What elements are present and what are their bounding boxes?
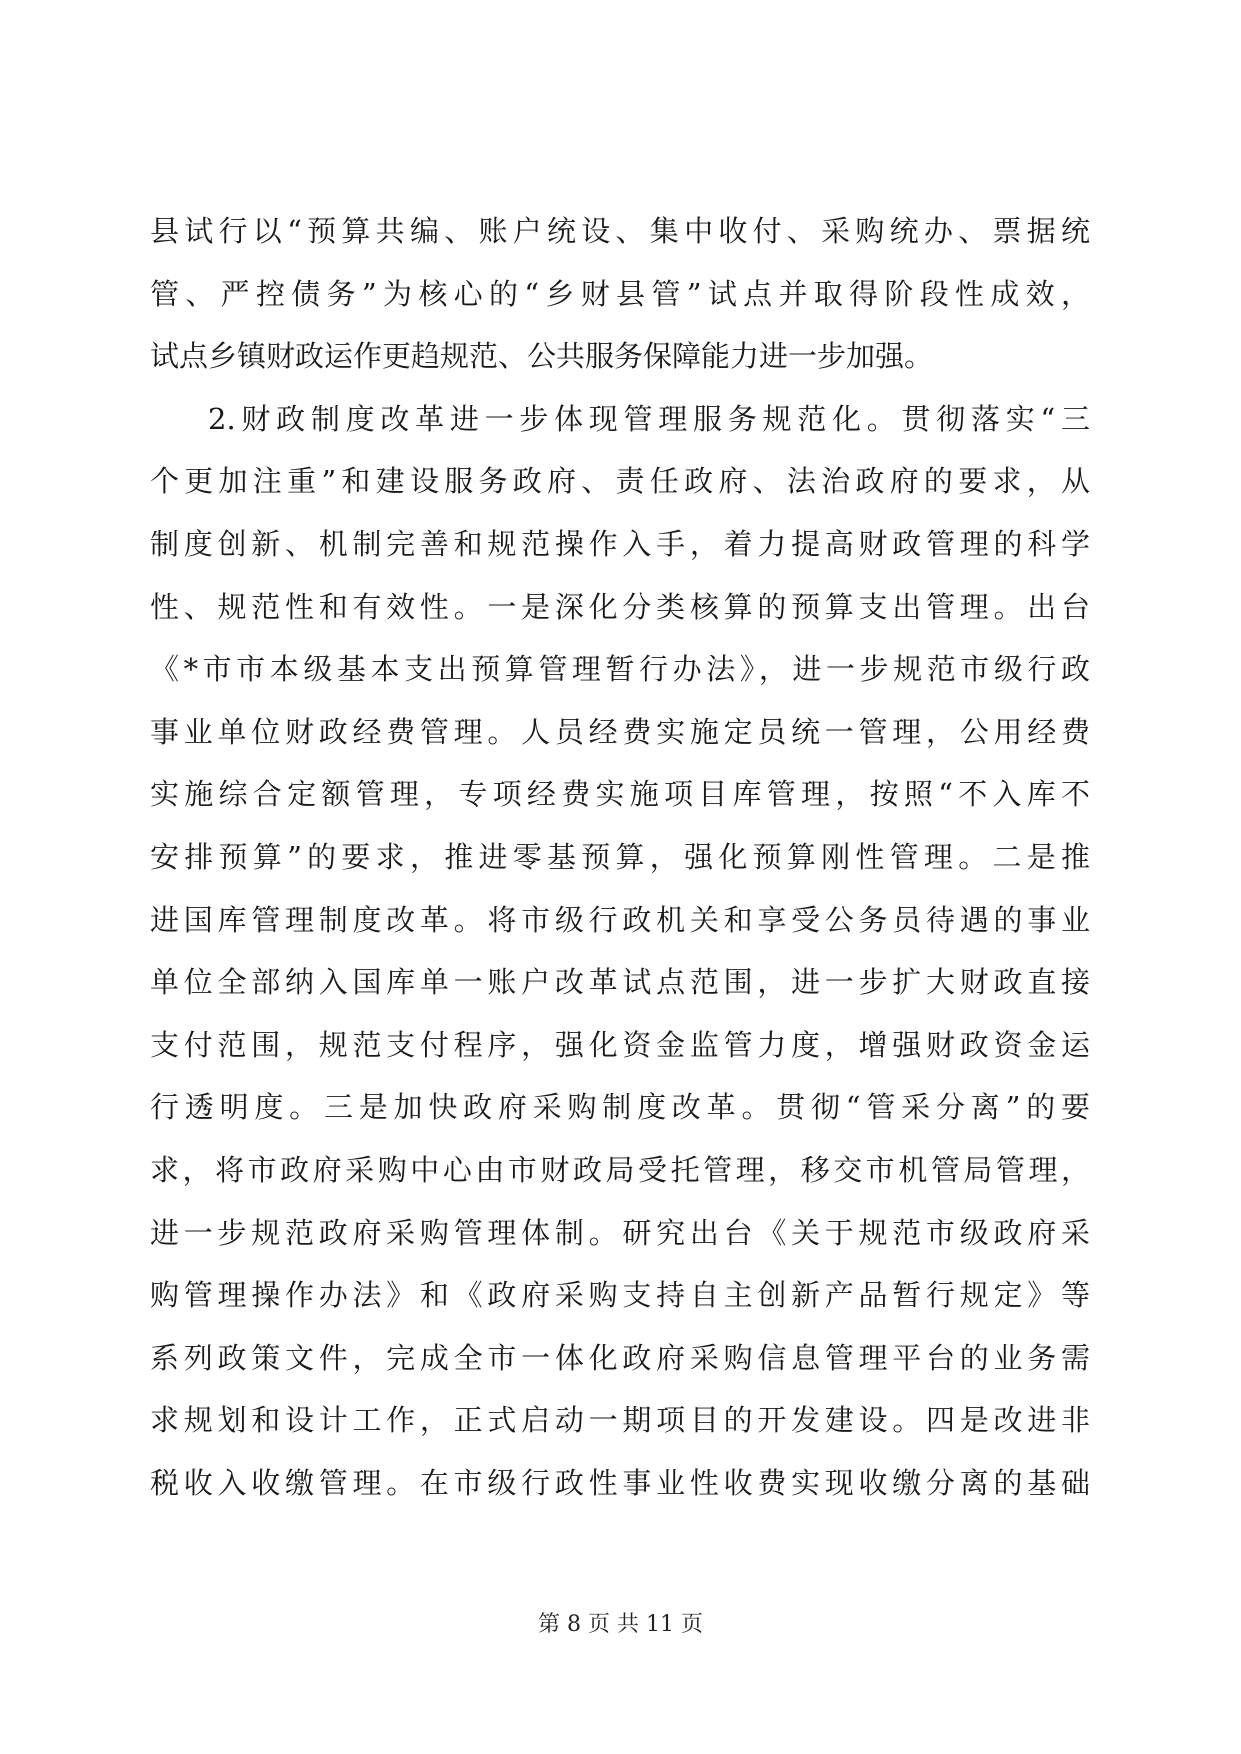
text-line: 《*市市本级基本支出预算管理暂行办法》，进一步规范市级行政 [150,652,1090,687]
text-line: 求规划和设计工作，正式启动一期项目的开发建设。四是改进非 [150,1403,1090,1438]
text-line: 县试行以“预算共编、账户统设、集中收付、采购统办、票据统 [150,214,1090,248]
text-line: 支付范围，规范支付程序，强化资金监管力度，增强财政资金运 [150,1027,1090,1062]
text-line: 求，将市政府采购中心由市财政局受托管理，移交市机管局管理， [150,1152,1090,1187]
page-number: 第 8 页 共 11 页 [538,1612,703,1637]
text-line: 管、严控债务”为核心的“乡财县管”试点并取得阶段性成效， [150,276,1090,311]
page-footer [0,1610,1241,1640]
text-line: 制度创新、机制完善和规范操作入手，着力提高财政管理的科学 [150,526,1090,561]
text-line: 个更加注重”和建设服务政府、责任政府、法治政府的要求，从 [150,464,1090,499]
body-text [150,200,1090,1514]
text-line: 系列政策文件，完成全市一体化政府采购信息管理平台的业务需 [150,1340,1090,1375]
text-line: 2.财政制度改革进一步体现管理服务规范化。贯彻落实“三 [208,401,1090,436]
text-line: 行透明度。三是加快政府采购制度改革。贯彻“管采分离”的要 [150,1090,1090,1125]
text-line: 进国库管理制度改革。将市级行政机关和享受公务员待遇的事业 [150,902,1090,937]
text-line: 实施综合定额管理，专项经费实施项目库管理，按照“不入库不 [150,777,1090,812]
text-line: 性、规范性和有效性。一是深化分类核算的预算支出管理。出台 [150,589,1090,624]
text-line: 事业单位财政经费管理。人员经费实施定员统一管理，公用经费 [150,714,1090,749]
text-line: 单位全部纳入国库单一账户改革试点范围，进一步扩大财政直接 [150,965,1090,1000]
text-line: 试点乡镇财政运作更趋规范、公共服务保障能力进一步加强。 [150,339,934,374]
text-line: 安排预算”的要求，推进零基预算，强化预算刚性管理。二是推 [150,839,1090,874]
text-line: 税收入收缴管理。在市级行政性事业性收费实现收缴分离的基础 [150,1465,1090,1500]
text-line: 购管理操作办法》和《政府采购支持自主创新产品暂行规定》等 [150,1278,1090,1313]
text-line: 进一步规范政府采购管理体制。研究出台《关于规范市级政府采 [150,1215,1090,1250]
